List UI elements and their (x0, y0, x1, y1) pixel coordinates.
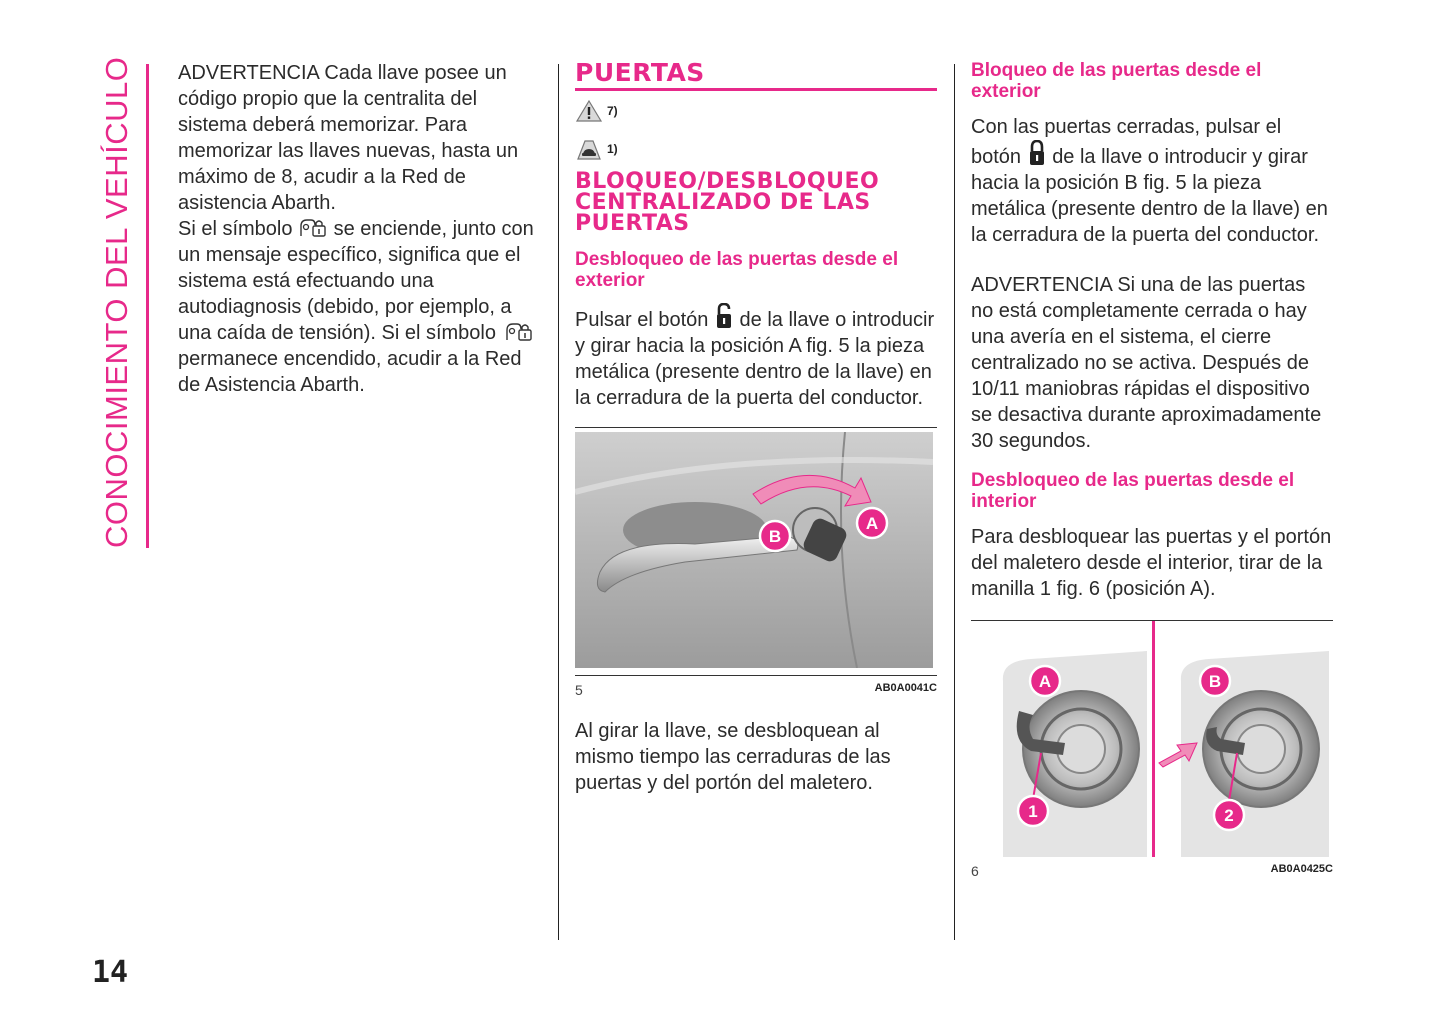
lock-paragraph: Con las puertas cerradas, pulsar el botón de la llave o introducir y girar hacia la posición B fig. 5 la pieza metálica (presente dentro de la llave) en la cerradura de la puerta del conductor. (971, 116, 1328, 246)
fig6-label-b: B (1208, 672, 1222, 691)
warning-paragraph: ADVERTENCIA Si una de las puertas no está completamente cerrada o hay una avería en el sistema, el cierre centralizado no se activa. Después de 10/11 maniobras rápidas el dispositivo se desactiva durante aproximadamente 30 segundos. (971, 274, 1322, 452)
warning-paragraph: ADVERTENCIA Cada llave posee un código propio que la centralita del sistema deberá memorizar. Para memorizar las llaves nuevas, hasta un máximo de 8, acudir a la Red de asistencia Abarth. (178, 62, 519, 214)
interior-unlock-paragraph: Para desbloquear las puertas y el portón del maletero desde el interior, tirar de la manilla 1 fig. 6 (posición A). (971, 526, 1332, 600)
figure-code: AB0A0041C (874, 682, 937, 694)
subsection-title: Desbloqueo de las puertas desde el interior (971, 470, 1295, 512)
section-title: BLOQUEO/DESBLOQUEO CENTRALIZADO DE LAS PUERTAS (575, 169, 880, 236)
figure-number: 6 (971, 863, 979, 879)
key-warning-icon (298, 216, 328, 238)
chapter-title: CONOCIMIENTO DEL VEHÍCULO (99, 56, 134, 548)
figure-number: 5 (575, 682, 583, 698)
fig6-label-a: A (1038, 672, 1052, 691)
column-divider (954, 64, 955, 940)
symbol-paragraph: Si el símbolo se enciende, junto con un mensaje específico, significa que el sistema está efectuando una autodiagnosis (debido, por ejemplo, a una caída de tensión). Si el símbolo permanece encendido, acudir a la Red de Asistencia Abarth. (178, 218, 534, 396)
fig5-label-a: A (865, 514, 879, 533)
key-warning-icon (502, 320, 536, 342)
figure-5 (575, 427, 937, 698)
column-divider (558, 64, 559, 940)
page-title: PUERTAS (575, 58, 705, 87)
unlock-paragraph: Pulsar el botón de la llave o introducir y girar hacia la posición A fig. 5 la pieza metálica (presente dentro de la llave) en la cerradura de la puerta del conductor. (575, 303, 937, 411)
interior-handle-illustration (971, 621, 1331, 857)
figure-code: AB0A0425C (1270, 863, 1333, 875)
page-number: 14 (92, 955, 129, 990)
unlock-result-paragraph: Al girar la llave, se desbloquean al mismo tiempo las cerraduras de las puertas y del portón del maletero. (575, 720, 891, 794)
subsection-title: Desbloqueo de las puertas desde el exterior (575, 249, 899, 291)
column-2 (575, 60, 937, 796)
figure-caption (575, 682, 937, 698)
column-1 (178, 60, 538, 398)
car-note-icon (575, 137, 603, 161)
fig6-label-2: 2 (1224, 806, 1234, 825)
figure-6 (971, 620, 1333, 879)
fig6-label-1: 1 (1028, 802, 1038, 821)
side-rule (146, 64, 149, 548)
title-rule (575, 88, 937, 91)
chapter-side-tab (92, 58, 142, 548)
door-handle-illustration (575, 432, 933, 668)
warning-triangle-icon (575, 99, 603, 123)
lock-icon (1027, 140, 1047, 166)
subsection-title: Bloqueo de las puertas desde el exterior (971, 60, 1262, 102)
warning-ref: 7) (575, 99, 937, 123)
fig5-label-b: B (768, 527, 782, 546)
unlock-icon (714, 303, 734, 329)
figure-caption (971, 863, 1333, 879)
column-3 (971, 60, 1333, 879)
note-ref: 1) (575, 137, 937, 161)
